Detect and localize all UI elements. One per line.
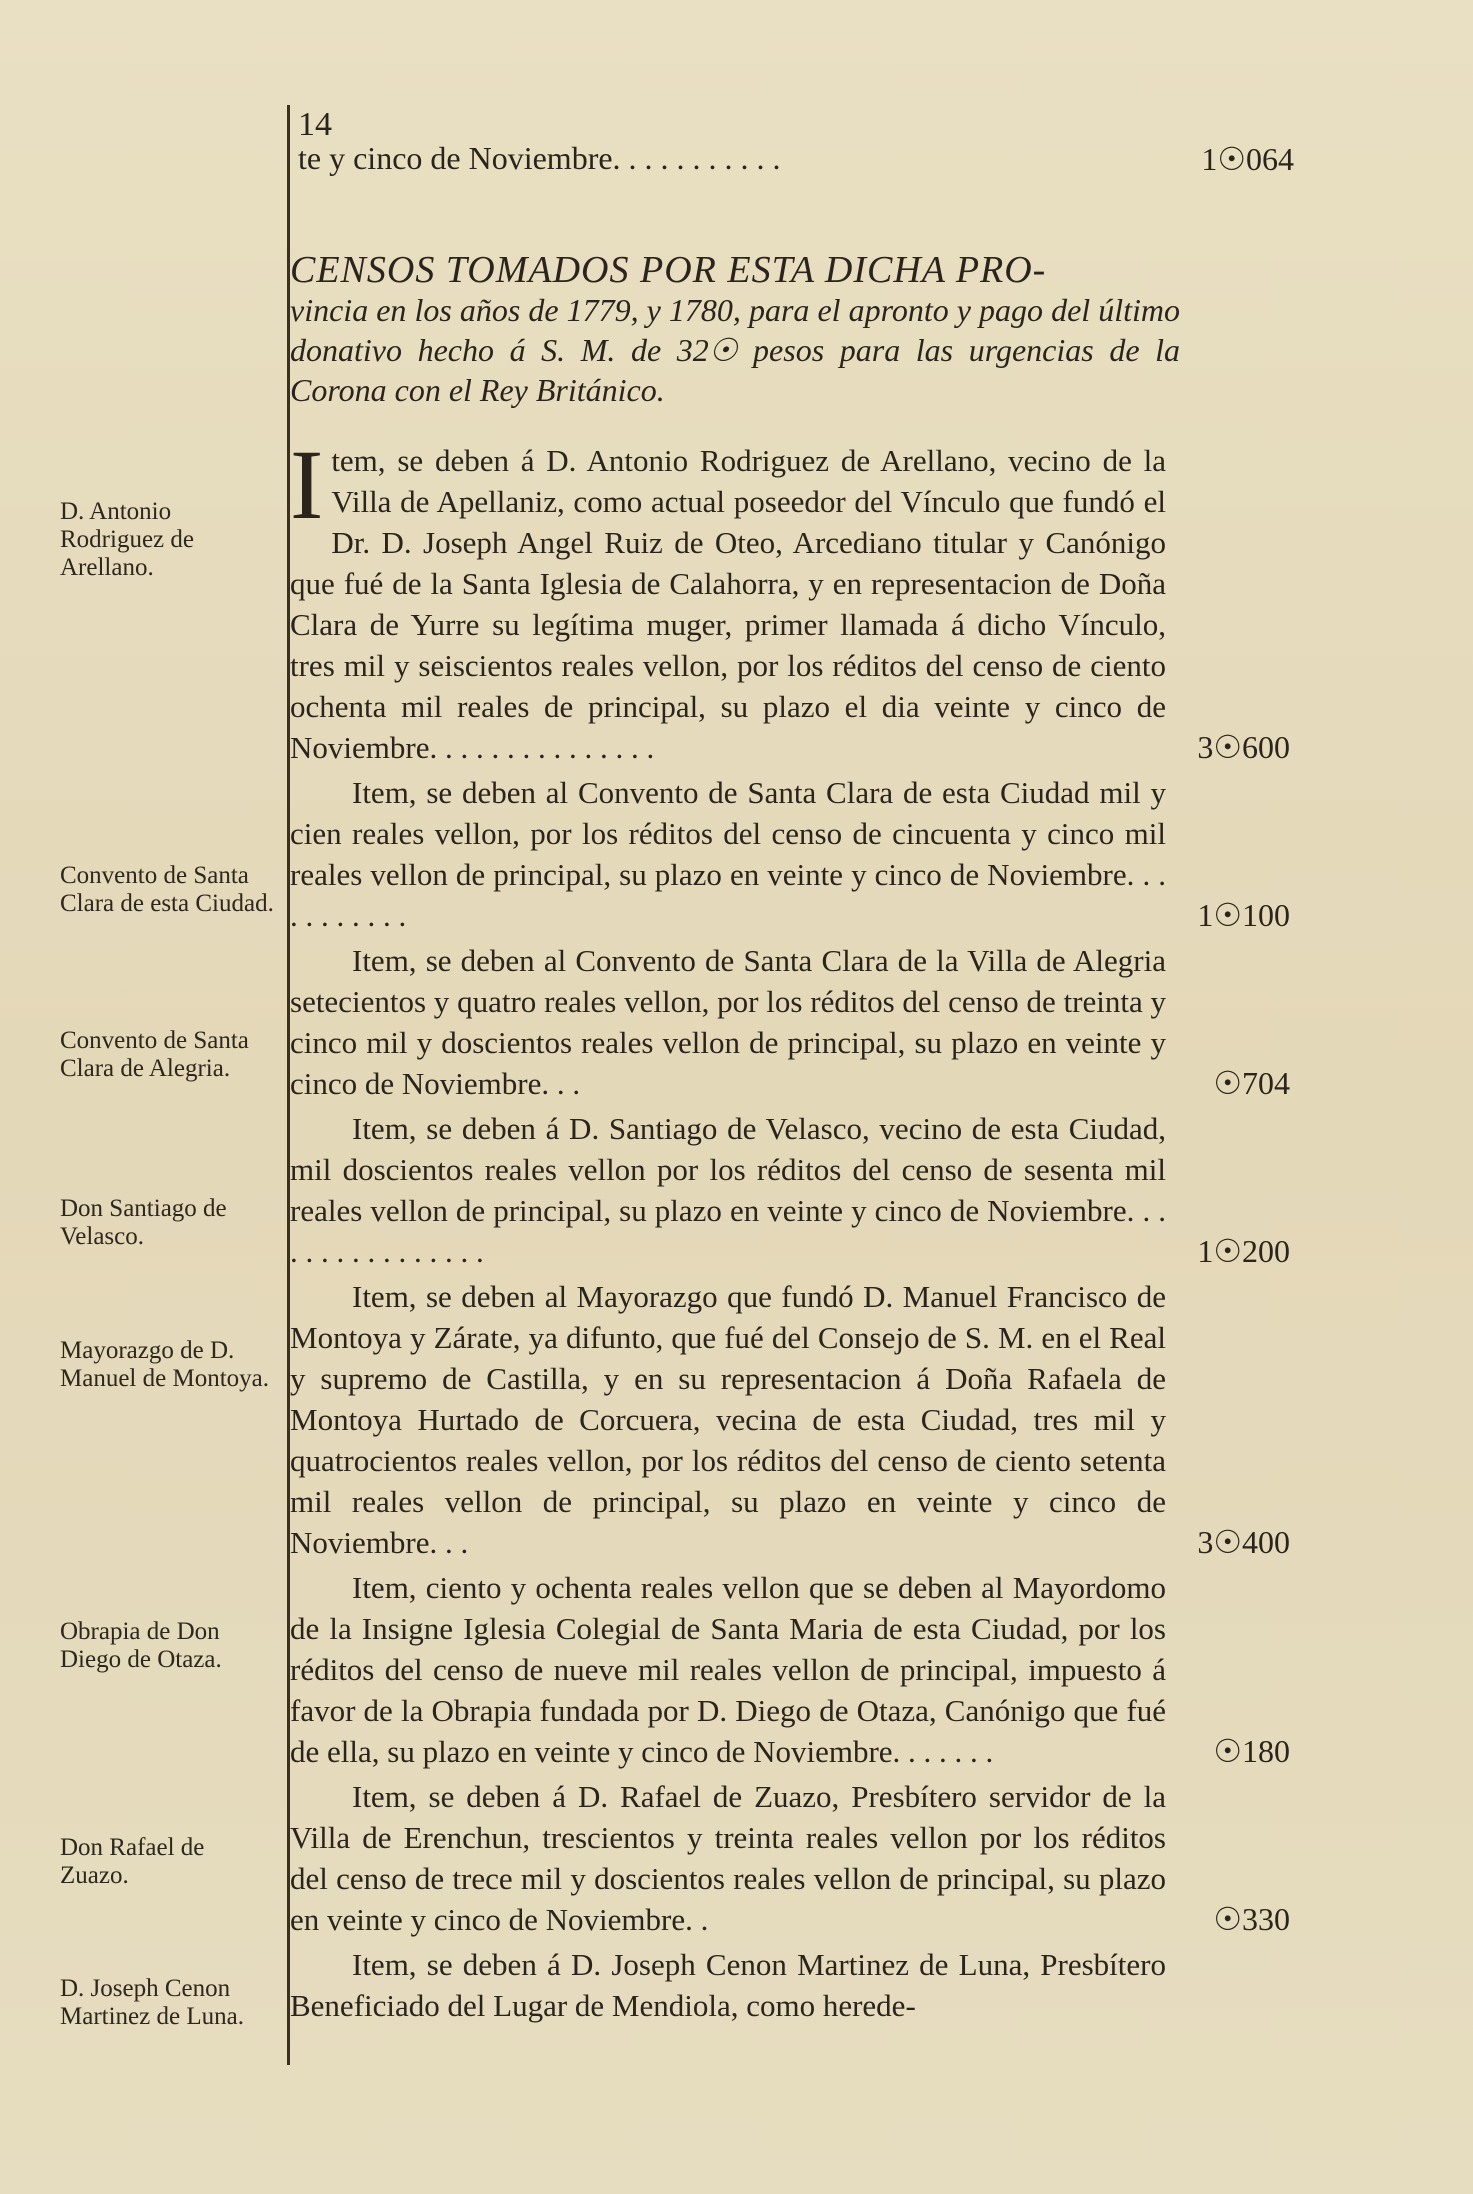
entry-amount: ☉180: [1213, 1733, 1290, 1769]
margin-note: Don Rafael de Zuazo.: [60, 1834, 205, 1889]
ledger-entry: [290, 1567, 1290, 1772]
margin-note: Obrapia de Don Diego de Otaza.: [60, 1618, 222, 1673]
lead-line-text: te y cinco de Noviembre. . . . . . . . . . .: [298, 140, 781, 176]
entry-text: tem, se deben á D. Antonio Rodriguez de Arellano, vecino de la Villa de Apellaniz, como actual poseedor del Vínculo que fundó el Dr. D. Joseph Angel Ruiz de Oteo, Arcediano titular y Canónigo que fué de la Santa Iglesia de Calahorra, y en representacion de Doña Clara de Yurre su legítima muger, primer llamada á dicho Vínculo, tres mil y seiscientos reales vellon, por los réditos del censo de ciento ochenta mil reales de principal, su plazo el dia veinte y cinco de Noviembre. . . . . . . . . . . . . . .: [290, 443, 1166, 765]
entry-text: Item, se deben al Convento de Santa Clara de la Villa de Alegria setecientos y quatro reales vellon, por los réditos del censo de treinta y cinco mil y doscientos reales vellon de principal, su plazo en veinte y cinco de Noviembre. . .: [290, 943, 1166, 1101]
entry-text: Item, se deben á D. Joseph Cenon Martinez de Luna, Presbítero Beneficiado del Lugar de Mendiola, como herede-: [290, 1947, 1166, 2023]
entry-amount: 3☉600: [1197, 729, 1290, 765]
margin-note: Mayorazgo de D. Manuel de Montoya.: [60, 1337, 269, 1392]
lead-line: [298, 140, 1294, 177]
drop-cap: I: [290, 429, 324, 540]
section-heading: [290, 250, 1180, 410]
ledger-entry: [290, 1108, 1290, 1272]
margin-note: Convento de Santa Clara de Alegria.: [60, 1027, 249, 1082]
ledger-entry: [290, 1276, 1290, 1563]
ledger-entry: [290, 1944, 1166, 2026]
page-number: 14: [298, 106, 332, 143]
ledger-entry: [290, 772, 1290, 936]
entry-text: Item, se deben á D. Rafael de Zuazo, Presbítero servidor de la Villa de Erenchun, trescientos y treinta reales vellon por los réditos del censo de trece mil y doscientos reales vellon de principal, su plazo en veinte y cinco de Noviembre. .: [290, 1779, 1166, 1937]
lead-line-amount: 1☉064: [1201, 141, 1294, 177]
ledger-entry: [290, 940, 1290, 1104]
entry-amount: 3☉400: [1197, 1524, 1290, 1560]
entry-text: Item, ciento y ochenta reales vellon que se deben al Mayordomo de la Insigne Iglesia Colegial de Santa Maria de esta Ciudad, por los réditos del censo de nueve mil reales vellon de principal, impuesto á favor de la Obrapia fundada por D. Diego de Otaza, Canónigo que fué de ella, su plazo en veinte y cinco de Noviembre. . . . . . .: [290, 1570, 1166, 1769]
ledger-entry: [290, 1776, 1290, 1940]
margin-note: D. Antonio Rodriguez de Arellano.: [60, 498, 194, 581]
ledger-body: [290, 429, 1290, 2030]
entry-amount: ☉704: [1213, 1065, 1290, 1101]
entry-amount: 1☉200: [1197, 1233, 1290, 1269]
margin-note: Convento de Santa Clara de esta Ciudad.: [60, 862, 274, 917]
heading-title: CENSOS TOMADOS POR ESTA DICHA PRO-: [290, 249, 1047, 291]
margin-note: D. Joseph Cenon Martinez de Luna.: [60, 1975, 244, 2030]
entry-text: Item, se deben á D. Santiago de Velasco, vecino de esta Ciudad, mil doscientos reales vellon por los réditos del censo de sesenta mil reales vellon de principal, su plazo en veinte y cinco de Noviembre. . . . . . . . . . . . . . . .: [290, 1111, 1166, 1269]
entry-amount: ☉330: [1213, 1901, 1290, 1937]
entry-text: Item, se deben al Mayorazgo que fundó D. Manuel Francisco de Montoya y Zárate, ya difunto, que fué del Consejo de S. M. en el Real y supremo de Castilla, y en su representacion á Doña Rafaela de Montoya Hurtado de Corcuera, vecina de esta Ciudad, tres mil y quatrocientos reales vellon, por los réditos del censo de ciento setenta mil reales vellon de principal, su plazo en veinte y cinco de Noviembre. . .: [290, 1279, 1166, 1560]
margin-note: Don Santiago de Velasco.: [60, 1195, 227, 1250]
ledger-entry: [290, 429, 1290, 768]
entry-amount: 1☉100: [1197, 897, 1290, 933]
heading-subtitle: vincia en los años de 1779, y 1780, para el apronto y pago del último donativo hecho á S. M. de 32☉ pesos para las urgencias de la Corona con el Rey Británico.: [290, 292, 1180, 408]
entry-text: Item, se deben al Convento de Santa Clara de esta Ciudad mil y cien reales vellon, por los réditos del censo de cincuenta y cinco mil reales vellon de principal, su plazo en veinte y cinco de Noviembre. . . . . . . . . . .: [290, 775, 1166, 933]
